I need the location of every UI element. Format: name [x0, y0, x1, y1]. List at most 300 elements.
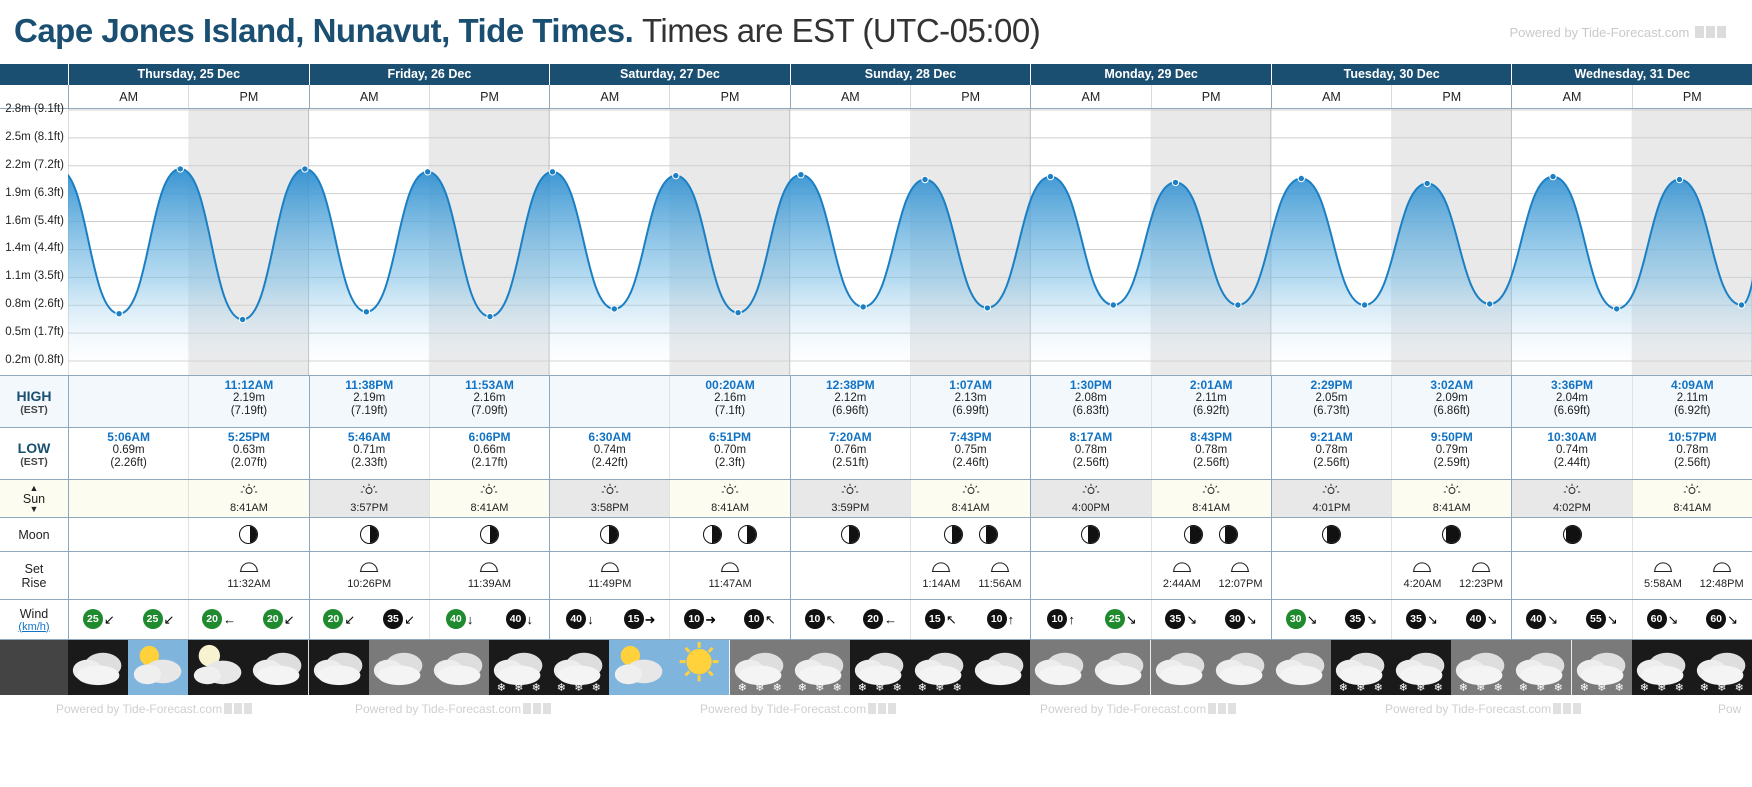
high-tide-cell: [1271, 376, 1391, 427]
low-tide-metres: 0.63m: [232, 444, 265, 456]
wind-speed-badge: 25: [143, 609, 163, 629]
y-axis-label: 0.5m (1.7ft): [5, 326, 64, 339]
low-tide-feet: (2.42ft): [591, 457, 628, 469]
sun-cell: [1151, 480, 1271, 517]
wind-cell: [549, 600, 669, 639]
sunrise-icon: [1202, 482, 1220, 501]
low-tide-feet: (2.56ft): [1072, 457, 1110, 469]
sunset-time: 3:59PM: [831, 502, 870, 514]
sunset-icon: [841, 482, 859, 501]
wind-reading: [70, 609, 128, 629]
high-tide-metres: 2.16m: [714, 392, 747, 404]
low-tide-time: 9:21AM: [1310, 430, 1353, 444]
high-tide-feet: (6.96ft): [832, 405, 869, 417]
wind-direction-arrow-ne-icon: ↘: [1306, 611, 1318, 627]
wind-direction-arrow-ne-icon: ↘: [1547, 611, 1559, 627]
sunrise-time: 8:41AM: [1432, 502, 1471, 514]
low-tide-cell: [429, 428, 549, 479]
wind-speed-badge: 15: [925, 609, 945, 629]
wind-speed-badge: 55: [1586, 609, 1606, 629]
sunrise-time: 8:41AM: [1192, 502, 1231, 514]
wind-direction-arrow-s-icon: ↓: [466, 611, 474, 627]
weather-icon-cell: [489, 640, 549, 695]
svg-text:❄: ❄: [1493, 681, 1503, 695]
wind-cell: [790, 600, 910, 639]
moon-setrise-cell: [1030, 552, 1150, 599]
moon-phase-icon: [239, 525, 258, 544]
weather-icon-cell: [1030, 640, 1090, 695]
high-tide-metres: 2.19m: [232, 392, 265, 404]
wind-speed-badge: 30: [1286, 609, 1306, 629]
moon-setrise-cell: [549, 552, 669, 599]
svg-text:❄: ❄: [1656, 681, 1666, 695]
svg-text:❄: ❄: [857, 681, 867, 695]
weather-icon-cell: [970, 640, 1030, 695]
daybar-spacer: [0, 64, 68, 85]
tide-high-marker: [922, 176, 928, 182]
day-header-6: Tuesday, 30 Dec: [1271, 64, 1512, 85]
page-title-location: Cape Jones Island, Nunavut, Tide Times.: [14, 12, 634, 49]
weather-icon-row: [0, 639, 1752, 695]
high-tide-metres: 2.05m: [1315, 392, 1348, 404]
wind-speed-badge: 60: [1706, 609, 1726, 629]
sunset-icon: [1563, 482, 1581, 501]
wind-speed-badge: 30: [1225, 609, 1245, 629]
low-tide-metres: 0.70m: [714, 444, 747, 456]
wind-direction-arrow-sw-icon: ↙: [404, 611, 415, 627]
svg-text:❄: ❄: [1596, 681, 1606, 695]
wind-unit-link[interactable]: (km/h): [18, 620, 50, 633]
low-tide-time: 10:30AM: [1547, 430, 1597, 444]
moon-phase-icon: [1081, 525, 1100, 544]
moon-setrise-icon: [720, 560, 740, 578]
svg-text:❄: ❄: [754, 681, 764, 695]
ampm-header-6-pm: PM: [1391, 85, 1511, 108]
sunrise-icon: [480, 482, 498, 501]
high-tide-time: 2:01AM: [1189, 378, 1233, 392]
moon-phase-icon: [360, 525, 379, 544]
moon-setrise-icon: [1712, 560, 1732, 578]
sun-cell: [1511, 480, 1631, 517]
moon-setrise-icon: [239, 560, 259, 578]
day-header-3: Saturday, 27 Dec: [549, 64, 790, 85]
y-axis-label: 0.8m (2.6ft): [5, 298, 64, 311]
low-tide-feet: (2.33ft): [350, 457, 388, 469]
high-tide-cell: [1511, 376, 1631, 427]
svg-text:❄: ❄: [797, 681, 807, 695]
wind-direction-arrow-sw-icon: ↙: [163, 611, 175, 627]
low-tide-metres: 0.71m: [353, 444, 386, 456]
high-tide-cell: [669, 376, 789, 427]
wind-cell: [188, 600, 308, 639]
tide-high-marker: [1047, 173, 1053, 179]
wind-reading: [1212, 609, 1270, 629]
low-tide-time: 6:06PM: [468, 430, 511, 444]
wind-cell: [1511, 600, 1631, 639]
moon-phase-icon: [1219, 525, 1238, 544]
low-tide-time: 5:25PM: [227, 430, 270, 444]
powered-by-top-label: Powered by Tide-Forecast.com: [1509, 25, 1690, 40]
sunset-time: 3:58PM: [590, 502, 629, 514]
wind-cell: [429, 600, 549, 639]
high-tide-time: 12:38PM: [825, 378, 875, 392]
moon-setrise-cell: [790, 552, 910, 599]
sunrise-time: 8:41AM: [470, 502, 509, 514]
high-tide-time: 1:07AM: [949, 378, 992, 392]
high-tide-metres: 2.16m: [473, 392, 506, 404]
weather-icon-cell: [68, 640, 128, 695]
moon-phase-icon: [1322, 525, 1341, 544]
low-tide-cell: [910, 428, 1030, 479]
sunset-icon: [360, 482, 378, 501]
high-tide-time: 2:29PM: [1310, 378, 1353, 392]
low-tide-metres: 0.78m: [1074, 444, 1107, 456]
wind-direction-arrow-w-icon: ←: [223, 611, 237, 627]
high-tide-time: 4:09AM: [1670, 378, 1714, 392]
wind-cell: [1271, 600, 1391, 639]
low-tide-cell: [790, 428, 910, 479]
high-tide-cell: [1030, 376, 1150, 427]
wind-row: [0, 599, 1752, 639]
tide-high-marker: [673, 172, 679, 178]
svg-text:❄: ❄: [1356, 681, 1366, 695]
weather-icon-cell: [1692, 640, 1752, 695]
moon-setrise-cell: [1632, 552, 1752, 599]
wind-direction-arrow-ne-icon: ↘: [1186, 611, 1198, 627]
sun-cell: [669, 480, 789, 517]
wind-speed-badge: 60: [1647, 609, 1667, 629]
wind-direction-arrow-ne-icon: ↘: [1667, 611, 1679, 627]
moon-phase-cell: [188, 518, 308, 551]
moon-phase-cell: [1391, 518, 1511, 551]
high-tide-feet: (6.69ft): [1553, 405, 1591, 417]
ampm-header-7-am: AM: [1511, 85, 1631, 108]
tide-low-marker: [1235, 302, 1241, 308]
tide-graph-y-axis: [0, 103, 68, 375]
low-tide-cell: [1271, 428, 1391, 479]
moon-phase-cell: [790, 518, 910, 551]
low-tide-cell: [669, 428, 789, 479]
weather-icon-cell: [1271, 640, 1331, 695]
high-tide-time: 00:20AM: [705, 378, 755, 392]
svg-text:❄: ❄: [1476, 681, 1486, 695]
tide-high-marker: [302, 166, 308, 172]
wind-reading: [130, 609, 188, 629]
moon-setrise-row-label: [0, 552, 68, 599]
ampm-header-1-pm: PM: [188, 85, 308, 108]
moon-label: Moon: [18, 527, 50, 542]
tide-high-marker: [549, 169, 555, 175]
moon-phase-icon: [1184, 525, 1203, 544]
low-tide-time: 7:20AM: [828, 430, 872, 444]
high-tide-feet: (6.92ft): [1192, 405, 1230, 417]
low-tide-metres: 0.74m: [1556, 444, 1588, 456]
moon-setrise-cell: [1271, 552, 1391, 599]
y-axis-label: 1.9m (6.3ft): [5, 186, 64, 199]
low-tide-metres: 0.75m: [954, 444, 987, 456]
high-tide-feet: (7.19ft): [230, 405, 268, 417]
weather-icon-cell: [609, 640, 669, 695]
moon-setrise-icon: [1230, 560, 1250, 578]
low-tide-feet: (2.07ft): [230, 457, 268, 469]
weather-row-label: [0, 640, 68, 695]
weather-icon-cell: [1632, 640, 1692, 695]
wind-direction-arrow-ne-icon: ↘: [1366, 611, 1378, 627]
low-tide-cell: [68, 428, 188, 479]
wind-reading: [671, 609, 729, 629]
ampm-header-5-am: AM: [1030, 85, 1150, 108]
y-axis-label: 0.2m (0.8ft): [5, 354, 64, 366]
high-tide-cell: [549, 376, 669, 427]
high-tide-time: 11:12AM: [224, 378, 274, 392]
weather-icon-cell: [1511, 640, 1571, 695]
high-tide-time: 3:36PM: [1551, 378, 1594, 392]
weather-icon-cell: [188, 640, 248, 695]
weather-icon-cell: [1572, 640, 1632, 695]
wind-speed-badge: 25: [83, 609, 103, 629]
tide-graph: [0, 103, 1752, 375]
tide-high-marker: [177, 166, 183, 172]
wind-speed-badge: 40: [1466, 609, 1486, 629]
moon-setrise-cell: [1511, 552, 1631, 599]
footer-watermark: Powered by Tide-Forecast.com: [1385, 702, 1581, 716]
footer-watermark: Pow: [1718, 702, 1742, 716]
sunset-icon: [1082, 482, 1100, 501]
low-tide-time: 5:46AM: [347, 430, 391, 444]
moon-setrise-time: 11:49PM: [588, 578, 632, 590]
svg-text:❄: ❄: [875, 681, 884, 695]
sunset-time: 4:01PM: [1312, 502, 1351, 514]
wind-speed-badge: 40: [446, 609, 466, 629]
tide-high-marker: [1676, 176, 1682, 182]
footer-watermark: Powered by Tide-Forecast.com: [56, 702, 252, 716]
wind-speed-badge: 40: [506, 609, 526, 629]
wind-cell: [1632, 600, 1752, 639]
day-header-5: Monday, 29 Dec: [1030, 64, 1271, 85]
high-tide-feet: (7.09ft): [471, 405, 508, 417]
sun-cell: [549, 480, 669, 517]
moon-phase-cell: [1632, 518, 1752, 551]
wind-speed-badge: 35: [383, 609, 403, 629]
sun-cell: [1271, 480, 1391, 517]
ampm-header-5-pm: PM: [1151, 85, 1271, 108]
weather-icon-cell: [369, 640, 429, 695]
wind-direction-arrow-ne-icon: ↘: [1426, 611, 1438, 627]
tide-low-marker: [116, 311, 122, 317]
moon-setrise-time: 4:20AM: [1403, 578, 1442, 590]
low-tide-cell: [309, 428, 429, 479]
sunrise-time: 8:41AM: [711, 502, 749, 514]
day-header-7: Wednesday, 31 Dec: [1511, 64, 1752, 85]
tide-high-marker: [1550, 173, 1556, 179]
moon-phase-cell: [1271, 518, 1391, 551]
high-tide-row-label: [0, 376, 68, 427]
wind-speed-badge: 40: [1526, 609, 1546, 629]
moon-setrise-time: 11:39AM: [467, 578, 512, 590]
weather-icon-cell: [1211, 640, 1271, 695]
moon-setrise-cell: [1391, 552, 1511, 599]
sunrise-time: 8:41AM: [951, 502, 990, 514]
wind-reading: [1453, 609, 1511, 629]
sun-cell: [1391, 480, 1511, 517]
low-tide-cell: [188, 428, 308, 479]
powered-by-top: [1509, 25, 1726, 40]
low-tide-time: 6:51PM: [709, 430, 752, 444]
moon-phase-cell: [910, 518, 1030, 551]
wind-speed-badge: 10: [987, 609, 1007, 629]
tide-low-marker: [363, 309, 369, 315]
moon-phase-icon: [738, 525, 757, 544]
svg-text:❄: ❄: [591, 681, 601, 695]
wind-direction-arrow-n-icon: ↑: [1068, 611, 1075, 627]
sun-cell: [790, 480, 910, 517]
weather-icon-cell: [669, 640, 729, 695]
high-tide-cell: [1151, 376, 1271, 427]
wind-cell: [669, 600, 789, 639]
sun-down-caret-icon: ▼: [29, 503, 39, 514]
high-tide-cell: [188, 376, 308, 427]
low-tide-time: 6:30AM: [588, 430, 632, 444]
sun-label: Sun: [22, 491, 46, 506]
ampm-header-2-am: AM: [309, 85, 429, 108]
high-tide-label-sub: (EST): [20, 403, 48, 416]
moon-setrise-time: 11:47AM: [708, 578, 752, 590]
wind-speed-badge: 10: [805, 609, 825, 629]
sun-cell: [1030, 480, 1150, 517]
wind-reading: [1032, 609, 1090, 629]
moon-phase-icon: [944, 525, 963, 544]
wind-reading: [1393, 609, 1451, 629]
low-tide-row-label: [0, 428, 68, 479]
y-axis-label: 1.1m (3.5ft): [5, 270, 64, 283]
sunset-time: 4:00PM: [1071, 502, 1110, 514]
moon-setrise-time: 11:56AM: [978, 578, 1022, 590]
wind-cell: [1391, 600, 1511, 639]
wind-cell: [1151, 600, 1271, 639]
sunrise-icon: [962, 482, 980, 501]
weather-icon-cell: [790, 640, 850, 695]
svg-text:❄: ❄: [1536, 681, 1546, 695]
tide-low-marker: [1614, 306, 1620, 312]
sun-row: [0, 479, 1752, 517]
moon-phase-icon: [979, 525, 998, 544]
svg-text:❄: ❄: [556, 681, 566, 695]
wind-cell: [68, 600, 188, 639]
wind-cell: [1030, 600, 1150, 639]
svg-text:❄: ❄: [1639, 681, 1649, 695]
wind-speed-badge: 20: [202, 609, 222, 629]
wind-reading: [1273, 609, 1331, 629]
wind-speed-badge: 35: [1165, 609, 1185, 629]
low-tide-feet: (2.44ft): [1553, 457, 1591, 469]
wind-direction-arrow-ne-icon: ↘: [1486, 611, 1498, 627]
moon-setrise-time: 5:58AM: [1644, 578, 1682, 590]
moon-phase-icon: [703, 525, 722, 544]
low-tide-time: 10:57PM: [1667, 430, 1717, 444]
high-tide-row: [0, 375, 1752, 427]
low-tide-metres: 0.78m: [1676, 444, 1709, 456]
low-tide-time: 5:06AM: [107, 430, 150, 444]
wind-speed-badge: 10: [744, 609, 764, 629]
high-tide-cell: [1632, 376, 1752, 427]
low-tide-cell: [1030, 428, 1150, 479]
wind-direction-arrow-ne-icon: ↘: [1125, 611, 1137, 627]
tide-high-marker: [425, 169, 431, 175]
y-axis-label: 1.4m (4.4ft): [5, 242, 64, 255]
wind-direction-arrow-sw-icon: ↙: [283, 611, 295, 627]
moon-phase-icon: [841, 525, 860, 544]
moon-phase-cell: [68, 518, 188, 551]
moon-setrise-icon: [600, 560, 620, 578]
moon-setrise-icon: [1653, 560, 1673, 578]
logo-bar-icon: [1706, 26, 1715, 38]
svg-text:❄: ❄: [952, 681, 962, 695]
wind-direction-arrow-e-icon: ➜: [644, 611, 656, 627]
high-tide-metres: 2.11m: [1676, 392, 1708, 404]
high-tide-time: 11:53AM: [465, 378, 514, 392]
high-tide-metres: 2.11m: [1195, 392, 1227, 404]
moon-phase-row: [0, 517, 1752, 551]
svg-text:❄: ❄: [1614, 681, 1624, 695]
moon-phase-cell: [1511, 518, 1631, 551]
tide-high-marker: [1172, 179, 1178, 185]
weather-icon-cell: [128, 640, 188, 695]
tide-low-marker: [1738, 302, 1744, 308]
high-tide-metres: 2.04m: [1556, 392, 1588, 404]
wind-speed-badge: 40: [566, 609, 586, 629]
weather-icon-cell: [429, 640, 489, 695]
moon-setrise-icon: [1471, 560, 1491, 578]
wind-speed-badge: 20: [263, 609, 283, 629]
sun-cell: [188, 480, 308, 517]
day-header-2: Friday, 26 Dec: [309, 64, 550, 85]
svg-text:❄: ❄: [737, 681, 747, 695]
high-tide-feet: (7.19ft): [350, 405, 388, 417]
svg-text:❄: ❄: [574, 681, 584, 695]
wind-reading: [1092, 609, 1150, 629]
low-tide-feet: (2.56ft): [1674, 457, 1711, 469]
weather-icon-cell: [1090, 640, 1150, 695]
high-tide-metres: 2.13m: [954, 392, 987, 404]
tide-high-marker: [1298, 175, 1304, 181]
sunrise-icon: [1443, 482, 1461, 501]
sun-row-label: [0, 480, 68, 517]
ampm-header-4-pm: PM: [910, 85, 1030, 108]
moon-setrise-cell: [429, 552, 549, 599]
high-tide-metres: 2.09m: [1435, 392, 1468, 404]
low-tide-cell: [549, 428, 669, 479]
sunset-icon: [601, 482, 619, 501]
high-tide-metres: 2.19m: [353, 392, 386, 404]
moon-setrise-time: 12:48PM: [1699, 578, 1744, 590]
low-tide-metres: 0.79m: [1435, 444, 1468, 456]
low-tide-feet: (2.26ft): [110, 457, 147, 469]
footer-watermark: Powered by Tide-Forecast.com: [1040, 702, 1236, 716]
wind-direction-arrow-nw-icon: ↖: [825, 611, 837, 627]
moon-setrise-time: 12:07PM: [1218, 578, 1263, 590]
moon-setrise-time: 2:44AM: [1162, 578, 1201, 590]
low-tide-feet: (2.56ft): [1313, 457, 1350, 469]
low-tide-time: 8:17AM: [1069, 430, 1113, 444]
tide-low-marker: [239, 316, 245, 322]
tide-low-marker: [1487, 301, 1493, 307]
tide-low-marker: [984, 305, 990, 311]
wind-reading: [792, 609, 850, 629]
wind-cell: [309, 600, 429, 639]
moon-setrise-time: 12:23PM: [1459, 578, 1504, 590]
wind-reading: [611, 609, 669, 629]
high-tide-feet: (6.83ft): [1072, 405, 1110, 417]
